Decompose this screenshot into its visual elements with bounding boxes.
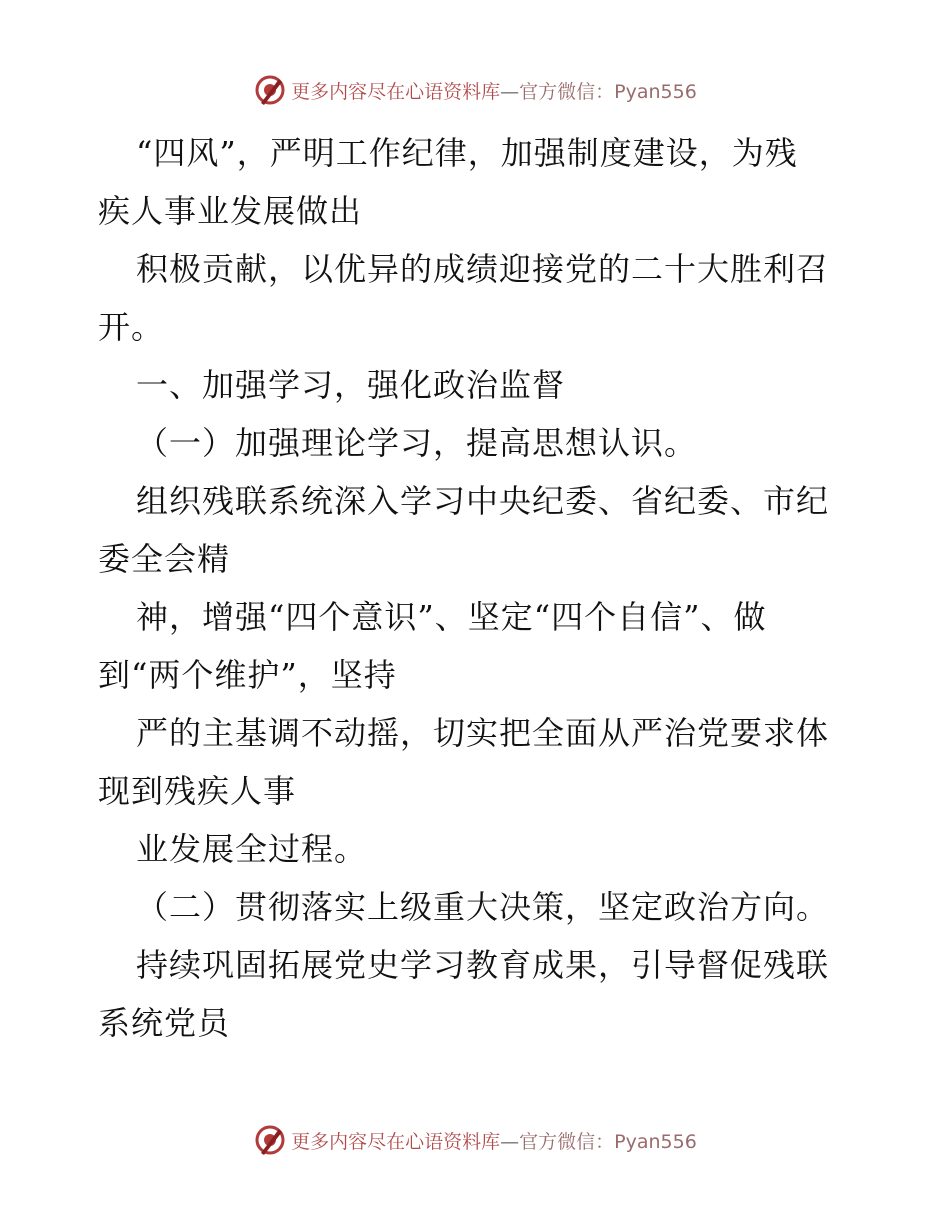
body-line: 开。 [98,308,165,346]
body-line: 组织残联系统深入学习中央纪委、省纪委、市纪 [136,482,830,520]
footer-suffix: 官方微信：Pyan556 [519,1130,697,1153]
body-line: 业发展全过程。 [136,830,368,868]
body-line: 持续巩固拓展党史学习教育成果，引导督促残联 [136,946,830,984]
body-line: 委全会精 [98,540,231,578]
header-banner-text [291,77,697,104]
body-line: 严的主基调不动摇，切实把全面从严治党要求体 [136,714,830,752]
body-line: 现到残疾人事 [98,772,297,810]
body-line: 系统党员 [98,1004,231,1042]
subsection-heading: （一）加强理论学习，提高思想认识。 [136,424,698,462]
header-brand: 更多内容尽在心语资料库 [291,80,501,103]
body-line: 疾人事业发展做出 [98,192,363,230]
header-banner [0,70,950,110]
header-dash: — [500,80,520,103]
body-line: 神，增强“四个意识”、坚定“四个自信”、做 [136,598,767,636]
document-body [98,124,858,1052]
pen-logo-icon [253,1123,287,1157]
footer-brand: 更多内容尽在心语资料库 [291,1130,501,1153]
body-line: “四风”，严明工作纪律，加强制度建设，为残 [136,134,798,172]
subsection-heading: （二）贯彻落实上级重大决策，坚定政治方向。 [136,888,830,926]
header-suffix: 官方微信：Pyan556 [519,80,697,103]
section-heading: 一、加强学习，强化政治监督 [136,366,566,404]
body-line: 积极贡献，以优异的成绩迎接党的二十大胜利召 [136,250,830,288]
footer-banner-text [291,1127,697,1154]
footer-dash: — [500,1130,520,1153]
pen-logo-icon [253,73,287,107]
footer-banner [0,1120,950,1160]
body-line: 到“两个维护”，坚持 [98,656,397,694]
